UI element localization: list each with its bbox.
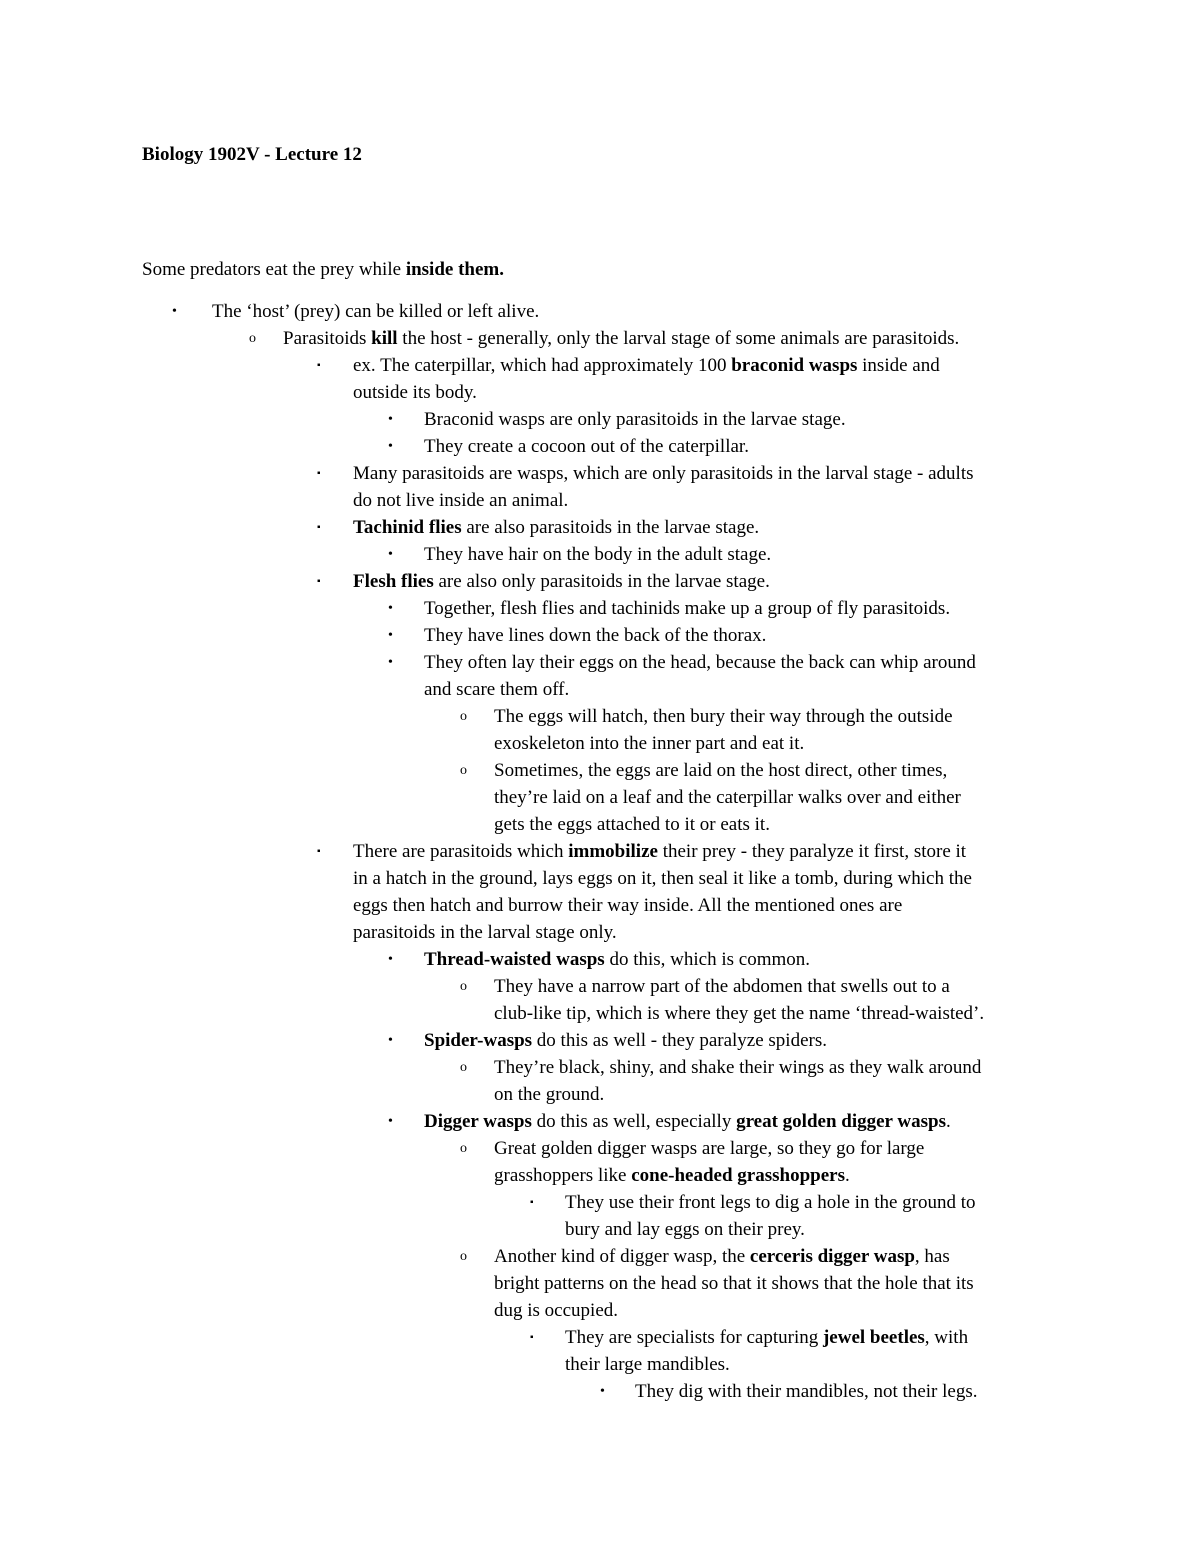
list-item-line bbox=[0, 487, 1200, 514]
bullet-circle-icon: o bbox=[460, 763, 467, 778]
intro-paragraph bbox=[142, 256, 504, 283]
text-run: They have hair on the body in the adult stage. bbox=[424, 544, 772, 565]
list-item-line bbox=[0, 811, 1200, 838]
text-run: Parasitoids bbox=[283, 328, 372, 349]
text-run: They dig with their mandibles, not their legs. bbox=[635, 1381, 978, 1402]
line-text bbox=[424, 433, 749, 460]
text-run: They often lay their eggs on the head, because the back can whip around bbox=[424, 652, 976, 673]
text-run: do this as well - they paralyze spiders. bbox=[532, 1030, 827, 1051]
bold-text-run: Tachinid flies bbox=[353, 517, 462, 538]
list-item-line bbox=[0, 649, 1200, 676]
bullet-disc-icon: • bbox=[388, 655, 393, 670]
list-item-line bbox=[0, 379, 1200, 406]
list-item-line bbox=[0, 1081, 1200, 1108]
bold-text-run: cone-headed grasshoppers bbox=[631, 1165, 845, 1186]
line-text bbox=[424, 649, 976, 676]
text-run: Another kind of digger wasp, the bbox=[494, 1246, 750, 1267]
list-item-line bbox=[0, 568, 1200, 595]
line-text bbox=[353, 568, 770, 595]
text-run: The eggs will hatch, then bury their way through the outside bbox=[494, 706, 953, 727]
text-run: They use their front legs to dig a hole in the ground to bbox=[565, 1192, 976, 1213]
bullet-disc-icon: • bbox=[388, 412, 393, 427]
bullet-square-icon: ▪ bbox=[317, 576, 321, 587]
bold-text-run: Spider-wasps bbox=[424, 1030, 533, 1051]
line-text bbox=[494, 811, 770, 838]
bullet-square-icon: ▪ bbox=[317, 522, 321, 533]
line-text bbox=[635, 1378, 977, 1405]
list-item-line bbox=[0, 325, 1200, 352]
bullet-circle-icon: o bbox=[249, 331, 256, 346]
line-text bbox=[283, 325, 959, 352]
line-text bbox=[494, 757, 947, 784]
list-item-line bbox=[0, 514, 1200, 541]
bullet-disc-icon: • bbox=[388, 601, 393, 616]
line-text bbox=[424, 676, 569, 703]
line-text bbox=[494, 1162, 850, 1189]
line-text bbox=[494, 1270, 974, 1297]
text-run: Some predators eat the prey while bbox=[142, 259, 406, 280]
line-text bbox=[494, 730, 804, 757]
text-run: They have lines down the back of the thorax. bbox=[424, 625, 767, 646]
text-run: parasitoids in the larval stage only. bbox=[353, 922, 617, 943]
list-item-line bbox=[0, 1000, 1200, 1027]
text-run: and scare them off. bbox=[424, 679, 570, 700]
text-run: their prey - they paralyze it first, store it bbox=[657, 841, 967, 862]
bold-text-run: jewel beetles bbox=[822, 1327, 925, 1348]
text-run: The ‘host’ (prey) can be killed or left alive. bbox=[212, 301, 540, 322]
list-item-line bbox=[0, 946, 1200, 973]
text-run: , has bbox=[914, 1246, 950, 1267]
text-run: do this, which is common. bbox=[604, 949, 811, 970]
list-item-line bbox=[0, 1135, 1200, 1162]
text-run: They create a cocoon out of the caterpillar. bbox=[424, 436, 749, 457]
bullet-disc-icon: • bbox=[388, 547, 393, 562]
list-item-line bbox=[0, 865, 1200, 892]
bullet-disc-icon: • bbox=[388, 439, 393, 454]
list-item-line bbox=[0, 1324, 1200, 1351]
line-text bbox=[212, 298, 539, 325]
line-text bbox=[494, 1054, 981, 1081]
list-item-line bbox=[0, 541, 1200, 568]
line-text bbox=[494, 784, 961, 811]
line-text bbox=[353, 865, 972, 892]
bullet-circle-icon: o bbox=[460, 709, 467, 724]
bullet-disc-icon: • bbox=[388, 628, 393, 643]
line-text bbox=[494, 1297, 618, 1324]
list-item-line bbox=[0, 1189, 1200, 1216]
bullet-disc-icon: • bbox=[388, 1114, 393, 1129]
bullet-disc-icon: • bbox=[172, 304, 177, 319]
list-item-line bbox=[0, 784, 1200, 811]
bullet-square-icon: ▪ bbox=[317, 468, 321, 479]
bold-text-run: immobilize bbox=[568, 841, 658, 862]
text-run: grasshoppers like bbox=[494, 1165, 632, 1186]
list-item-line bbox=[0, 1378, 1200, 1405]
line-text bbox=[353, 514, 759, 541]
text-run: their large mandibles. bbox=[565, 1354, 730, 1375]
text-run: do this as well, especially bbox=[531, 1111, 737, 1132]
line-text bbox=[494, 1081, 604, 1108]
page-title: Biology 1902V - Lecture 12 bbox=[142, 144, 362, 165]
bullet-square-icon: ▪ bbox=[530, 1197, 534, 1208]
text-run: Sometimes, the eggs are laid on the host direct, other times, bbox=[494, 760, 948, 781]
text-run: bright patterns on the head so that it shows that the hole that its bbox=[494, 1273, 974, 1294]
line-text bbox=[565, 1324, 968, 1351]
text-run: inside and bbox=[857, 355, 940, 376]
list-item-line bbox=[0, 1243, 1200, 1270]
bullet-circle-icon: o bbox=[460, 1060, 467, 1075]
bold-text-run: Digger wasps bbox=[424, 1111, 532, 1132]
bullet-circle-icon: o bbox=[460, 1141, 467, 1156]
text-run: Many parasitoids are wasps, which are only parasitoids in the larval stage - adults bbox=[353, 463, 974, 484]
line-text bbox=[353, 460, 974, 487]
bullet-disc-icon: • bbox=[600, 1384, 605, 1399]
list-item-line bbox=[0, 1162, 1200, 1189]
list-item-line bbox=[0, 1216, 1200, 1243]
bold-text-run: inside them. bbox=[405, 259, 504, 280]
list-item-line bbox=[0, 460, 1200, 487]
list-item-line bbox=[0, 1108, 1200, 1135]
list-item-line bbox=[0, 973, 1200, 1000]
line-text bbox=[424, 595, 950, 622]
line-text bbox=[424, 541, 771, 568]
list-item-line bbox=[0, 298, 1200, 325]
text-run: on the ground. bbox=[494, 1084, 605, 1105]
text-run: outside its body. bbox=[353, 382, 477, 403]
list-item-line bbox=[0, 1027, 1200, 1054]
text-run: eggs then hatch and burrow their way inside. All the mentioned ones are bbox=[353, 895, 903, 916]
text-run: gets the eggs attached to it or eats it. bbox=[494, 814, 770, 835]
text-run: . bbox=[844, 1165, 850, 1186]
list-item-line bbox=[0, 892, 1200, 919]
text-run: Braconid wasps are only parasitoids in the larvae stage. bbox=[424, 409, 846, 430]
text-run: They are specialists for capturing bbox=[565, 1327, 823, 1348]
bullet-disc-icon: • bbox=[388, 1033, 393, 1048]
bold-text-run: great golden digger wasps bbox=[736, 1111, 946, 1132]
bullet-disc-icon: • bbox=[388, 952, 393, 967]
text-run: . bbox=[945, 1111, 951, 1132]
line-text bbox=[565, 1189, 976, 1216]
line-text bbox=[424, 1108, 951, 1135]
line-text bbox=[424, 946, 810, 973]
list-item-line bbox=[0, 1054, 1200, 1081]
list-item-line bbox=[0, 1297, 1200, 1324]
text-run: They’re black, shiny, and shake their wings as they walk around bbox=[494, 1057, 982, 1078]
bold-text-run: Thread-waisted wasps bbox=[424, 949, 605, 970]
text-run: club-like tip, which is where they get the name ‘thread-waisted’. bbox=[494, 1003, 985, 1024]
list-item-line bbox=[0, 730, 1200, 757]
text-run: the host - generally, only the larval stage of some animals are parasitoids. bbox=[397, 328, 960, 349]
line-text bbox=[353, 919, 617, 946]
bullet-square-icon: ▪ bbox=[317, 846, 321, 857]
list-item-line bbox=[0, 703, 1200, 730]
list-item-line bbox=[0, 1351, 1200, 1378]
bullet-square-icon: ▪ bbox=[317, 360, 321, 371]
text-run: Together, flesh flies and tachinids make up a group of fly parasitoids. bbox=[424, 598, 951, 619]
line-text bbox=[353, 487, 568, 514]
bullet-square-icon: ▪ bbox=[530, 1332, 534, 1343]
list-item-line bbox=[0, 919, 1200, 946]
text-run: exoskeleton into the inner part and eat it. bbox=[494, 733, 805, 754]
bold-text-run: braconid wasps bbox=[731, 355, 858, 376]
bold-text-run: Flesh flies bbox=[353, 571, 434, 592]
text-run: , with bbox=[924, 1327, 969, 1348]
text-run: There are parasitoids which bbox=[353, 841, 569, 862]
line-text bbox=[424, 406, 846, 433]
bullet-circle-icon: o bbox=[460, 979, 467, 994]
bold-text-run: cerceris digger wasp bbox=[749, 1246, 915, 1267]
line-text bbox=[424, 1027, 827, 1054]
list-item-line bbox=[0, 1270, 1200, 1297]
text-run: do not live inside an animal. bbox=[353, 490, 569, 511]
line-text bbox=[353, 352, 940, 379]
line-text bbox=[424, 622, 766, 649]
bold-text-run: kill bbox=[371, 328, 398, 349]
line-text bbox=[353, 379, 477, 406]
bullet-list bbox=[0, 298, 1200, 1405]
line-text bbox=[494, 1000, 984, 1027]
list-item-line bbox=[0, 622, 1200, 649]
list-item-line bbox=[0, 433, 1200, 460]
text-run: bury and lay eggs on their prey. bbox=[565, 1219, 805, 1240]
line-text bbox=[353, 838, 966, 865]
line-text bbox=[353, 892, 902, 919]
text-run: are also only parasitoids in the larvae stage. bbox=[433, 571, 770, 592]
list-item-line bbox=[0, 595, 1200, 622]
list-item-line bbox=[0, 838, 1200, 865]
bullet-circle-icon: o bbox=[460, 1249, 467, 1264]
list-item-line bbox=[0, 406, 1200, 433]
line-text bbox=[494, 703, 953, 730]
line-text bbox=[565, 1351, 730, 1378]
line-text bbox=[494, 1135, 924, 1162]
text-run: are also parasitoids in the larvae stage. bbox=[461, 517, 760, 538]
line-text bbox=[565, 1216, 805, 1243]
text-run: they’re laid on a leaf and the caterpillar walks over and either bbox=[494, 787, 961, 808]
list-item-line bbox=[0, 352, 1200, 379]
text-run: ex. The caterpillar, which had approximately 100 bbox=[353, 355, 732, 376]
text-run: in a hatch in the ground, lays eggs on it, then seal it like a tomb, during which the bbox=[353, 868, 972, 889]
text-run: dug is occupied. bbox=[494, 1300, 619, 1321]
text-run: Great golden digger wasps are large, so they go for large bbox=[494, 1138, 925, 1159]
text-run: They have a narrow part of the abdomen that swells out to a bbox=[494, 976, 950, 997]
line-text bbox=[494, 973, 950, 1000]
line-text bbox=[494, 1243, 950, 1270]
list-item-line bbox=[0, 676, 1200, 703]
list-item-line bbox=[0, 757, 1200, 784]
